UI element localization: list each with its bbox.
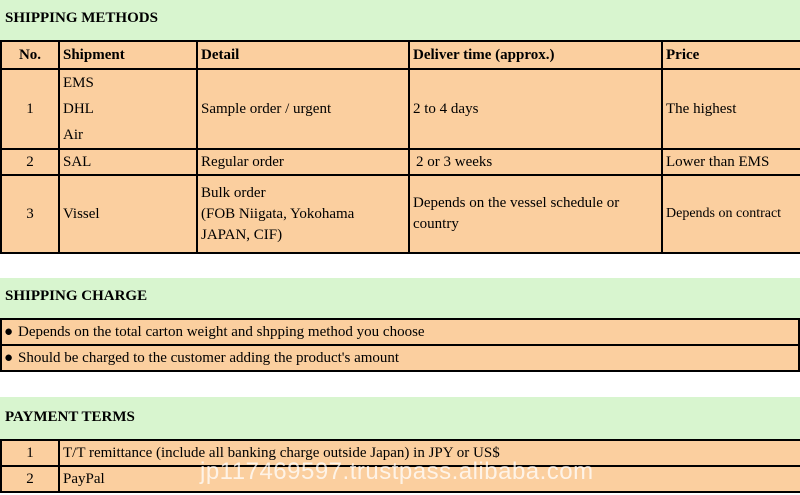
row-shipment: SAL (59, 149, 197, 175)
detail-line: (FOB Niigata, Yokohama (201, 205, 355, 222)
row-deliver-time: 2 or 3 weeks (409, 149, 662, 175)
shipping-methods-title: SHIPPING METHODS (5, 10, 158, 26)
payment-text: PayPal (59, 466, 800, 492)
charge-item-text: Should be charged to the customer adding the product's amount (18, 349, 400, 366)
row-shipment: Vissel (59, 175, 197, 253)
payment-terms-band (0, 397, 800, 439)
table-row (1, 175, 800, 253)
row-price: The highest (662, 69, 800, 149)
header-shipment: Shipment (59, 41, 197, 69)
row-price: Lower than EMS (662, 149, 800, 175)
row-no: 2 (1, 149, 59, 175)
payment-terms-title: PAYMENT TERMS (5, 409, 135, 425)
detail-line: JAPAN, CIF) (201, 226, 283, 243)
list-item (1, 319, 799, 345)
bullet-icon: ● (4, 349, 14, 366)
shipping-charge-table (0, 318, 800, 372)
row-no: 1 (1, 69, 59, 149)
payment-no: 1 (1, 440, 59, 466)
table-row (1, 466, 800, 492)
charge-item (1, 319, 799, 345)
list-item (1, 345, 799, 371)
charge-item (1, 345, 799, 371)
header-price: Price (662, 41, 800, 69)
row-no: 3 (1, 175, 59, 253)
row-detail (197, 175, 409, 253)
charge-item-text: Depends on the total carton weight and shpping method you choose (18, 323, 425, 340)
table-header-row (1, 41, 800, 69)
row-deliver-time: Depends on the vessel schedule or country (409, 175, 662, 253)
shipping-methods-band (0, 0, 800, 40)
row-detail: Sample order / urgent (197, 69, 409, 149)
shipping-methods-table (0, 40, 800, 254)
row-shipment (59, 69, 197, 149)
bullet-icon: ● (4, 323, 14, 340)
watermark-text: jp117469597.trustpass.alibaba.com (200, 458, 594, 485)
row-price: Depends on contract (662, 175, 800, 253)
header-detail: Detail (197, 41, 409, 69)
shipping-charge-band (0, 278, 800, 318)
row-detail: Regular order (197, 149, 409, 175)
shipment-name: EMS (63, 75, 94, 91)
payment-no: 2 (1, 466, 59, 492)
table-row (1, 149, 800, 175)
shipment-name: DHL (63, 101, 94, 117)
row-deliver-time: 2 to 4 days (409, 69, 662, 149)
table-row (1, 440, 800, 466)
shipping-charge-title: SHIPPING CHARGE (5, 288, 148, 304)
header-no: No. (1, 41, 59, 69)
payment-terms-table (0, 439, 800, 493)
table-row (1, 69, 800, 149)
detail-line: Bulk order (201, 184, 266, 201)
header-deliver-time: Deliver time (approx.) (409, 41, 662, 69)
shipment-name: Air (63, 127, 83, 143)
payment-text: T/T remittance (include all banking charge outside Japan) in JPY or US$ (59, 440, 800, 466)
